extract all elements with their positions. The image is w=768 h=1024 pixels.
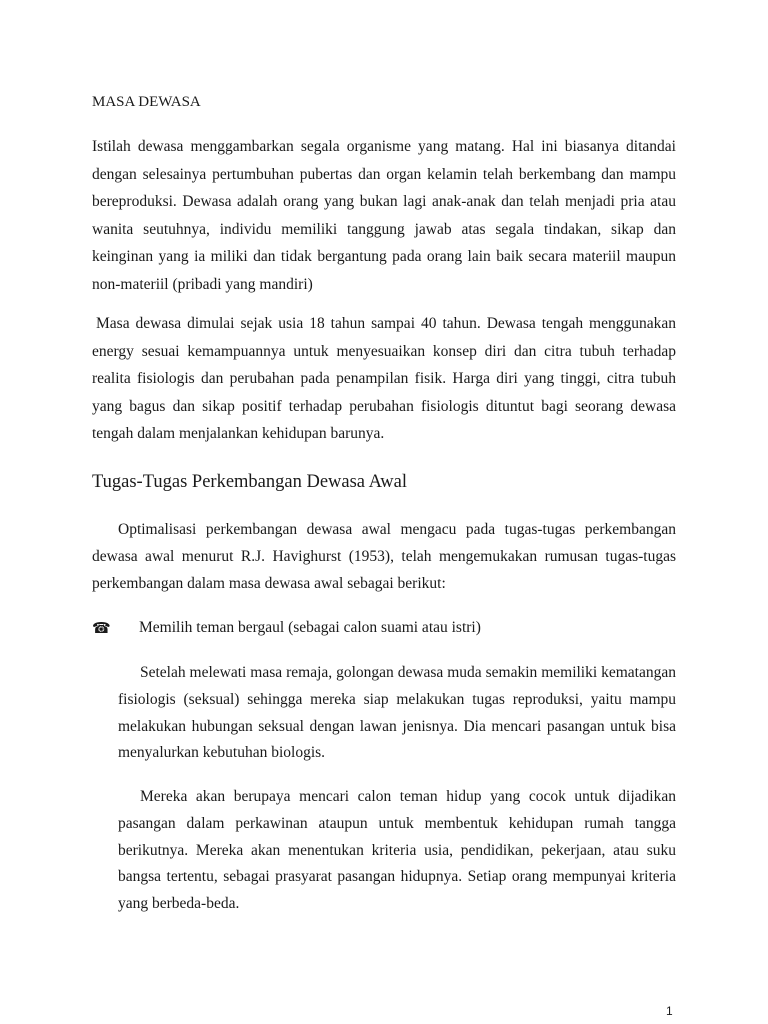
telephone-icon: ☎	[92, 619, 111, 637]
paragraph-line: menyalurkan kebutuhan biologis.	[118, 744, 326, 762]
paragraph-line: energy sesuai kemampuannya untuk menyesuaikan konsep diri dan citra tubuh terhadap	[92, 342, 676, 360]
paragraph-line: Mereka akan berupaya mencari calon teman hidup yang cocok untuk dijadikan	[140, 788, 676, 805]
paragraph-line: bangsa tertentu, sebagai prasyarat pasangan hidupnya. Setiap orang mempunyai kriteria	[118, 868, 676, 886]
paragraph-line: Optimalisasi perkembangan dewasa awal mengacu pada tugas-tugas perkembangan	[118, 521, 676, 538]
paragraph-line: berikutnya. Mereka akan menentukan kriteria usia, pendidikan, pekerjaan, atau suku	[118, 841, 676, 859]
paragraph-line: realita fisiologis dan perubahan pada penampilan fisik. Harga diri yang tinggi, citra tubuh	[92, 370, 676, 387]
document-title: MASA DEWASA	[92, 94, 201, 110]
bullet-item: Memilih teman bergaul (sebagai calon suami atau istri)	[139, 619, 481, 636]
paragraph-line: tengah dalam menjalankan kehidupan barunya.	[92, 425, 385, 442]
section-heading: Tugas-Tugas Perkembangan Dewasa Awal	[92, 472, 407, 492]
paragraph-line: yang bagus dan sikap positif terhadap perubahan fisiologis dituntut bagi seorang dewasa	[92, 397, 676, 415]
paragraph-line: yang berbeda-beda.	[118, 895, 240, 913]
paragraph-line: perkembangan dalam masa dewasa awal sebagai berikut:	[92, 574, 446, 592]
paragraph-line: keinginan yang ia miliki dan tidak bergantung pada orang lain baik secara materiil maupun	[92, 248, 676, 265]
paragraph-line: dewasa awal menurut R.J. Havighurst (1953), telah mengemukakan rumusan tugas-tugas	[92, 547, 676, 565]
page-number: 1	[666, 1004, 673, 1018]
paragraph-line: bereproduksi. Dewasa adalah orang yang bukan lagi anak-anak dan telah menjadi pria atau	[92, 193, 676, 210]
paragraph-line: Setelah melewati masa remaja, golongan dewasa muda semakin memiliki kematangan	[140, 664, 676, 681]
paragraph-line: fisiologis (seksual) sehingga mereka siap melakukan tugas reproduksi, yaitu mampu	[118, 690, 676, 708]
paragraph-line: pasangan dalam perkawinan ataupun untuk membentuk kehidupan rumah tangga	[118, 814, 676, 832]
paragraph-line: Masa dewasa dimulai sejak usia 18 tahun sampai 40 tahun. Dewasa tengah menggunakan	[96, 315, 676, 332]
paragraph-line: melakukan hubungan seksual dengan lawan jenisnya. Dia mencari pasangan untuk bisa	[118, 717, 676, 735]
paragraph-line: Istilah dewasa menggambarkan segala organisme yang matang. Hal ini biasanya ditandai	[92, 138, 676, 155]
paragraph-line: dengan selesainya pertumbuhan pubertas dan organ kelamin telah berkembang dan mampu	[92, 165, 676, 183]
paragraph-line: wanita seutuhnya, individu memiliki tanggung jawab atas segala tindakan, sikap dan	[92, 220, 676, 238]
paragraph-line: non-materiil (pribadi yang mandiri)	[92, 275, 313, 293]
